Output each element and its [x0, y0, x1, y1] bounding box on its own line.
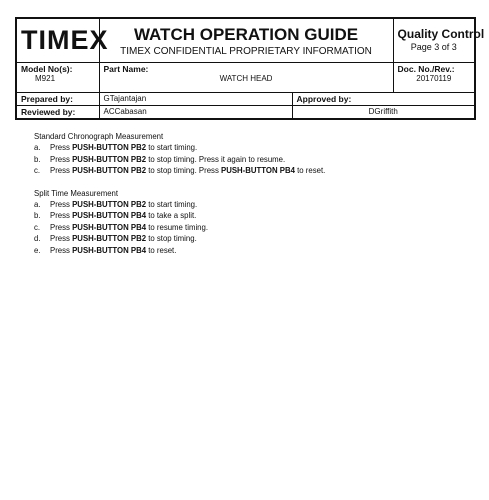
instructions-body	[34, 131, 464, 267]
step-marker: b.	[34, 211, 41, 221]
button-name: PUSH-BUTTON PB4	[72, 211, 147, 221]
step-text-fragment: to stop timing. Press it again to resume.	[146, 154, 286, 164]
step-text-fragment: Press	[50, 211, 73, 221]
step-item	[34, 199, 464, 210]
step-marker: c.	[34, 222, 41, 232]
step-text-fragment: Press	[50, 154, 73, 164]
reviewed-by-value: ACCabasan	[99, 105, 292, 119]
step-list	[34, 199, 464, 256]
step-text-fragment: Press	[50, 166, 73, 176]
step-marker: a.	[34, 200, 41, 210]
button-name: PUSH-BUTTON PB2	[72, 234, 147, 244]
step-text	[50, 142, 197, 153]
model-label: Model No(s):	[21, 63, 73, 74]
quality-control-label: Quality Control	[397, 27, 485, 42]
step-text-fragment: Press	[50, 222, 73, 232]
reviewed-by-label: Reviewed by:	[16, 105, 99, 119]
step-text	[50, 154, 285, 165]
part-name-cell	[99, 62, 393, 92]
step-item	[34, 245, 464, 256]
doc-number-label: Doc. No./Rev.:	[397, 63, 455, 74]
section-title: Split Time Measurement	[34, 188, 119, 198]
step-marker: e.	[34, 245, 41, 255]
doc-number-value: 20170119	[416, 73, 452, 83]
step-item	[34, 165, 464, 176]
doc-number-cell	[393, 62, 475, 92]
part-name-value: WATCH HEAD	[219, 73, 273, 83]
prepared-by-value: GTajantajan	[99, 92, 292, 105]
button-name: PUSH-BUTTON PB2	[72, 166, 147, 176]
step-marker: a.	[34, 143, 41, 153]
document-subtitle: TIMEX CONFIDENTIAL PROPRIETARY INFORMATION	[120, 45, 372, 57]
prepared-by-label: Prepared by:	[16, 92, 99, 105]
step-text	[50, 210, 196, 221]
step-item	[34, 210, 464, 221]
step-text-fragment: to reset.	[146, 245, 177, 255]
button-name: PUSH-BUTTON PB2	[72, 154, 147, 164]
step-text-fragment: to resume timing.	[146, 222, 209, 232]
step-text-fragment: to stop timing.	[146, 234, 197, 244]
model-value: M921	[35, 73, 56, 83]
step-text-fragment: to start timing.	[146, 143, 198, 153]
approver-signature-value: DGriffith	[292, 105, 475, 119]
step-text-fragment: Press	[50, 234, 73, 244]
step-text	[50, 199, 197, 210]
step-marker: b.	[34, 154, 41, 164]
document-title: WATCH OPERATION GUIDE	[133, 24, 359, 44]
step-item	[34, 154, 464, 165]
step-marker: d.	[34, 234, 41, 244]
step-item	[34, 222, 464, 233]
step-item	[34, 233, 464, 244]
step-text	[50, 222, 208, 233]
step-item	[34, 142, 464, 153]
button-name: PUSH-BUTTON PB2	[72, 143, 147, 153]
approved-by-label: Approved by:	[292, 92, 475, 105]
step-list	[34, 142, 464, 176]
step-text	[50, 165, 325, 176]
step-text-fragment: to reset.	[294, 166, 326, 176]
document-header	[15, 17, 485, 120]
step-text-fragment: Press	[50, 245, 73, 255]
step-text-fragment: Press	[50, 143, 73, 153]
quality-control-block	[393, 18, 485, 62]
step-text-fragment: Press	[50, 200, 73, 210]
step-text-fragment: to take a split.	[146, 211, 197, 221]
step-text-fragment: to stop timing. Press	[146, 166, 222, 176]
step-marker: c.	[34, 166, 41, 176]
button-name: PUSH-BUTTON PB4	[72, 245, 147, 255]
page-indicator: Page 3 of 3	[410, 42, 457, 53]
step-text	[50, 233, 197, 244]
model-cell	[16, 62, 99, 92]
button-name: PUSH-BUTTON PB2	[72, 200, 147, 210]
step-text	[50, 245, 176, 256]
section-title: Standard Chronograph Measurement	[34, 132, 164, 141]
button-name: PUSH-BUTTON PB4	[72, 222, 147, 232]
button-name: PUSH-BUTTON PB4	[221, 166, 295, 176]
title-block	[99, 18, 393, 62]
step-text-fragment: to start timing.	[146, 200, 198, 210]
part-name-label: Part Name:	[103, 63, 149, 74]
timex-logo: TIMEX	[16, 18, 99, 62]
